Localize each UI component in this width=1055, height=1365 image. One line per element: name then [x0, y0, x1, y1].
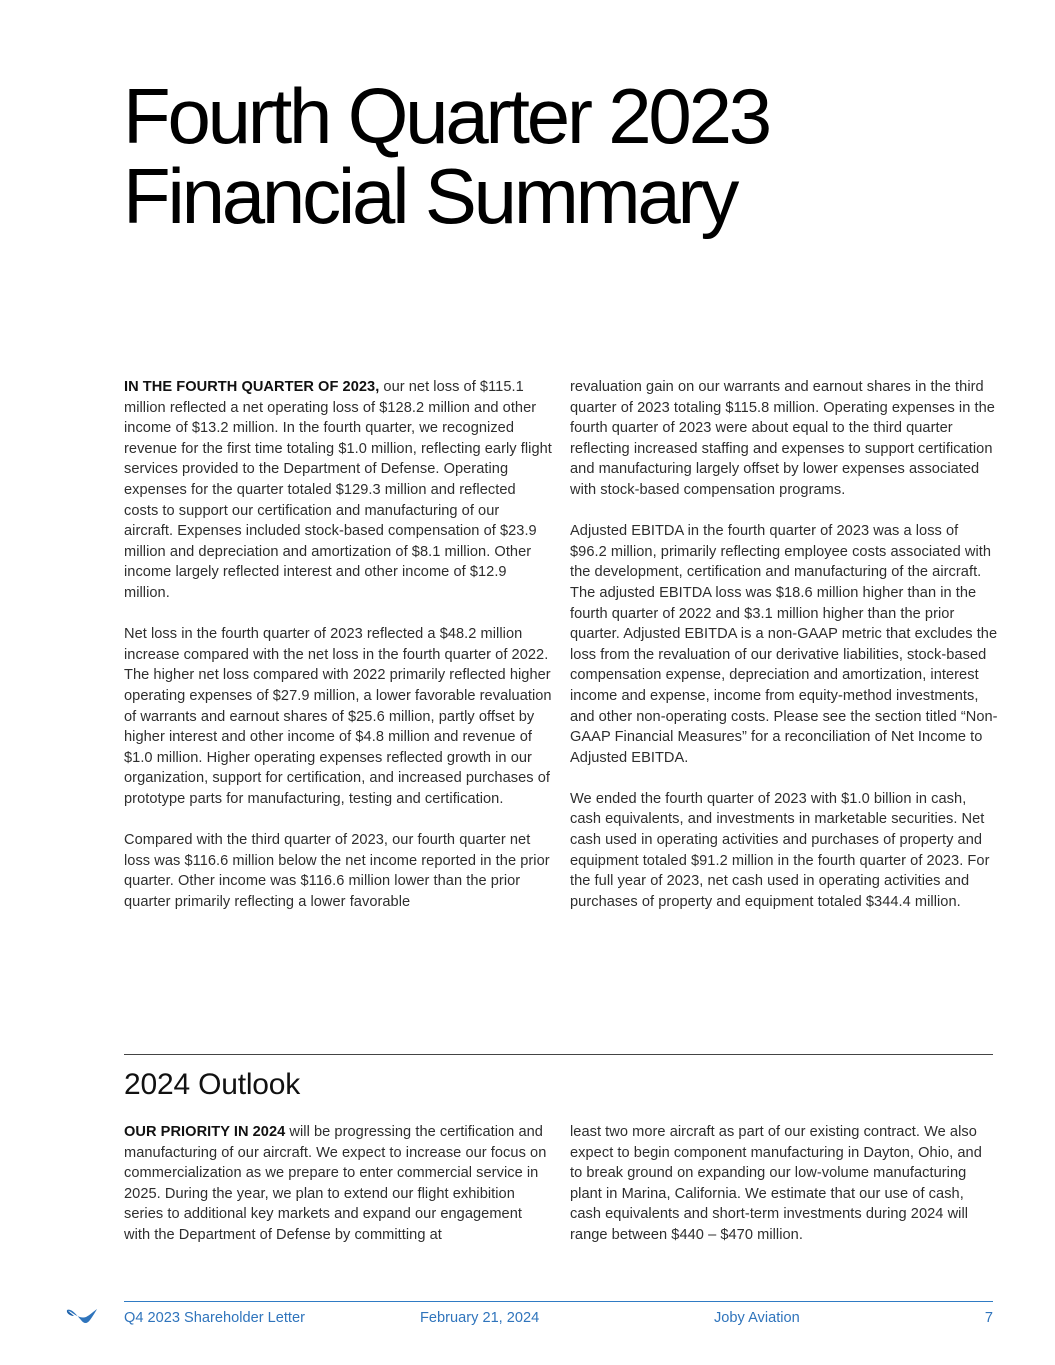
outlook-heading: 2024 Outlook	[124, 1068, 301, 1101]
footer-company: Joby Aviation	[714, 1310, 800, 1326]
paragraph-cash-position: We ended the fourth quarter of 2023 with $1.0 billion in cash, cash equivalents, and investments in marketable securities. Net cash used in operating activities and purchases of property and equipment totaled $91.2 million in the fourth quarter of 2023. For the full year of 2023, net cash used in operating activities and purchases of property and equipment totaled $344.4 million.	[570, 790, 990, 910]
financial-summary-right-column	[570, 377, 998, 912]
paragraph-outlook-priority	[124, 1122, 552, 1246]
paragraph-net-loss-yoy: Net loss in the fourth quarter of 2023 reflected a $48.2 million increase compared with the net loss in the fourth quarter of 2022. The higher net loss compared with 2022 primarily reflected higher operating expenses of $27.9 million, a lower favorable revaluation of warrants and earnout shares of $25.6 million, partly offset by higher interest and other income of $4.8 million and revenue of $1.0 million. Higher operating expenses reflected growth in our organization, support for certification, and increased purchases of prototype parts for manufacturing, testing and certification.	[124, 626, 552, 807]
paragraph-lead-in: OUR PRIORITY IN 2024	[124, 1124, 286, 1140]
section-divider	[124, 1054, 993, 1055]
footer-date: February 21, 2024	[420, 1310, 540, 1326]
footer-page-number: 7	[984, 1310, 993, 1326]
outlook-right-column	[570, 1122, 998, 1246]
page-title	[123, 72, 943, 240]
paragraph-qoq-continued: revaluation gain on our warrants and earnout shares in the third quarter of 2023 totaling $115.8 million. Operating expenses in the fourth quarter of 2023 were about equal to the third quarter reflecting increased staffing and expenses to support certification and manufacturing largely offset by lower expenses associated with stock-based compensation programs.	[570, 379, 995, 498]
outlook-left-column	[124, 1122, 552, 1246]
footer-rule	[124, 1301, 993, 1302]
paragraph-body: our net loss of $115.1 million reflected a net operating loss of $128.2 million and other income of $13.2 million. In the fourth quarter, we recognized revenue for the first time totaling $1.0 million, reflecting early flight services provided to the Department of Defense. Operating expenses for the quarter totaled $129.3 million and reflected costs to support our certification and manufacturing of our aircraft. Expenses included stock-based compensation of $23.9 million and depreciation and amortization of $8.1 million. Other income largely reflected interest and other income of $12.9 million.	[124, 379, 552, 601]
paragraph-body: will be progressing the certification and manufacturing of our aircraft. We expect to increase our focus on commercialization as we prepare to enter commercial service in 2025. During the year, we plan to extend our flight exhibition series to additional key markets and expand our engagement with the Department of Defense by committing at	[124, 1124, 547, 1243]
paragraph-outlook-continued: least two more aircraft as part of our existing contract. We also expect to begin component manufacturing in Dayton, Ohio, and to break ground on expanding our low-volume manufacturing plant in Marina, California. We estimate that our use of cash, cash equivalents and short-term investments during 2024 will range between $440 – $470 million.	[570, 1124, 982, 1243]
footer-document-title: Q4 2023 Shareholder Letter	[124, 1310, 305, 1326]
paragraph-adjusted-ebitda: Adjusted EBITDA in the fourth quarter of 2023 was a loss of $96.2 million, primarily reflecting employee costs associated with the development, certification and manufacturing of the aircraft. The adjusted EBITDA loss was $18.6 million higher than in the fourth quarter of 2022 and $3.1 million higher than the prior quarter. Adjusted EBITDA is a non-GAAP metric that excludes the loss from the revaluation of our derivative liabilities, stock-based compensation expense, depreciation and amortization, interest income and expense, income from equity-method investments, and other non-operating costs. Please see the section titled “Non-GAAP Financial Measures” for a reconciliation of Net Income to Adjusted EBITDA.	[570, 523, 998, 766]
page-title-line-2: Financial Summary	[123, 152, 737, 240]
paragraph-qoq-comparison: Compared with the third quarter of 2023, our fourth quarter net loss was $116.6 million below the net income reported in the prior quarter. Other income was $116.6 million lower than the prior quarter primarily reflecting a lower favorable	[124, 832, 550, 910]
paragraph-lead-in: IN THE FOURTH QUARTER OF 2023,	[124, 379, 380, 395]
financial-summary-left-column	[124, 377, 552, 912]
paragraph-q4-overview	[124, 377, 552, 604]
joby-logo-icon	[64, 1305, 100, 1327]
page-title-line-1: Fourth Quarter 2023	[123, 72, 769, 160]
